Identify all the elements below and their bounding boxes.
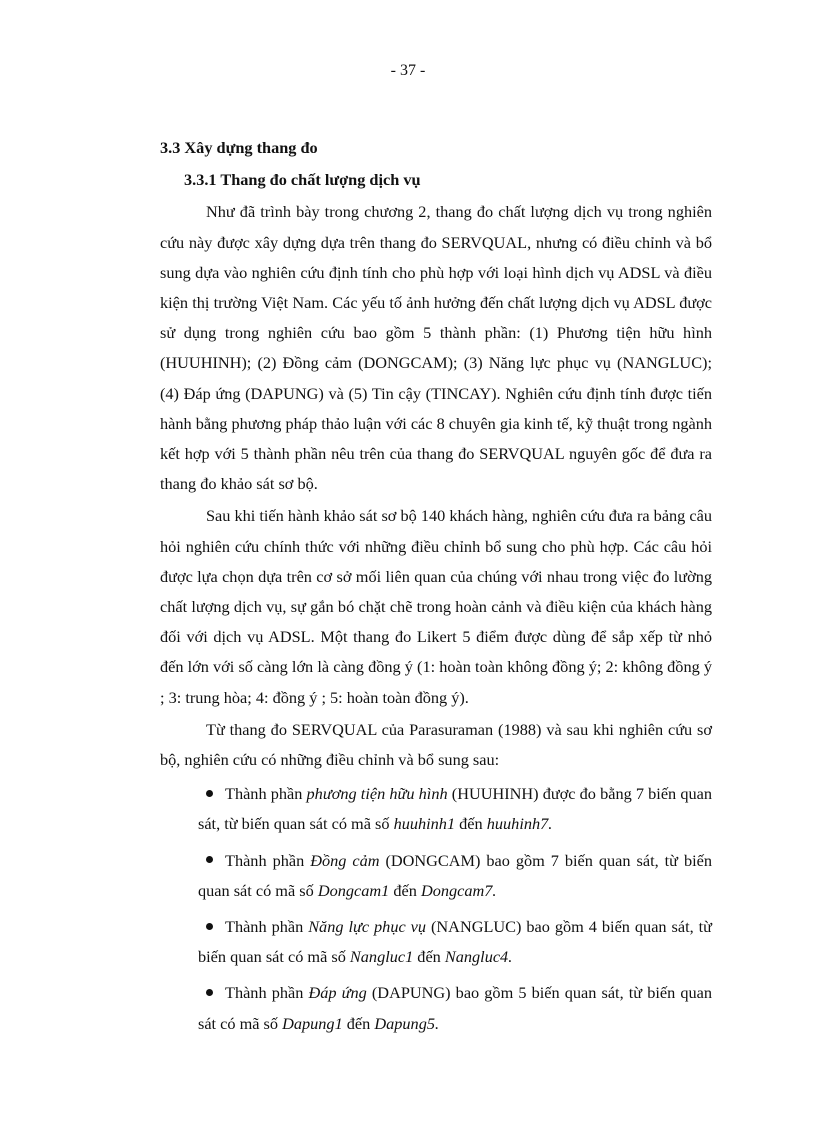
- bullet-list: [160, 779, 712, 1039]
- bullet-text: Thành phần: [225, 983, 309, 1003]
- paragraph: Như đã trình bày trong chương 2, thang đo chất lượng dịch vụ trong nghiên cứu này được xây dựng dựa trên thang đo SERVQUAL, nhưng có điều chỉnh và bổ sung dựa vào nghiên cứu định tính cho phù hợp với loại hình dịch vụ ADSL và điều kiện thị trường Việt Nam. Các yếu tố ảnh hưởng đến chất lượng dịch vụ ADSL được sử dụng trong nghiên cứu bao gồm 5 thành phần: (1) Phương tiện hữu hình (HUUHINH); (2) Đồng cảm (DONGCAM); (3) Năng lực phục vụ (NANGLUC); (4) Đáp ứng (DAPUNG) và (5) Tin cậy (TINCAY). Nghiên cứu định tính được tiến hành bằng phương pháp thảo luận với các 8 chuyên gia kinh tế, kỹ thuật trong ngành kết hợp với 5 thành phần nêu trên của thang đo SERVQUAL nguyên gốc để đưa ra thang đo khảo sát sơ bộ.: [160, 202, 712, 494]
- bullet-code: Dongcam7.: [420, 880, 497, 900]
- bullet-code: Nangluc4.: [444, 947, 513, 967]
- page-number: - 37 -: [390, 62, 426, 79]
- bullet-text: đến: [413, 947, 445, 967]
- bullet-text: (NANGLUC) bao gồm 4 biến quan sát, từ biến quan sát có mã số: [198, 917, 713, 967]
- bullet-code: Dongcam1: [317, 880, 390, 900]
- bullet-text: (DONGCAM) bao gồm 7 biến quan sát, từ biến quan sát có mã số: [198, 850, 712, 900]
- subsection-heading: 3.3.1 Thang đo chất lượng dịch vụ: [184, 170, 421, 190]
- bullet-item: [198, 779, 712, 839]
- bullet-item: [198, 978, 712, 1038]
- bullet-text: đến: [455, 814, 487, 834]
- paragraph: Sau khi tiến hành khảo sát sơ bộ 140 khách hàng, nghiên cứu đưa ra bảng câu hỏi nghiên cứu chính thức với những điều chỉnh bổ sung cho phù hợp. Các câu hỏi được lựa chọn dựa trên cơ sở mối liên quan của chúng với nhau trong việc đo lường chất lượng dịch vụ, sự gắn bó chặt chẽ trong hoàn cảnh và điều kiện của khách hàng đối với dịch vụ ADSL. Một thang đo Likert 5 điểm được dùng để sắp xếp từ nhỏ đến lớn với số càng lớn là càng đồng ý (1: hoàn toàn không đồng ý; 2: không đồng ý ; 3: trung hòa; 4: đồng ý ; 5: hoàn toàn đồng ý).: [160, 506, 712, 707]
- section-heading: 3.3 Xây dựng thang đo: [160, 138, 318, 157]
- bullet-emphasis: Năng lực phục vụ: [308, 917, 427, 937]
- bullet-code: Nangluc1: [349, 947, 414, 967]
- bullet-text: (DAPUNG) bao gồm 5 biến quan sát, từ biến quan sát có mã số: [198, 983, 712, 1033]
- bullet-text: đến: [389, 880, 421, 900]
- paragraph: Từ thang đo SERVQUAL của Parasuraman (1988) và sau khi nghiên cứu sơ bộ, nghiên cứu có những điều chỉnh và bổ sung sau:: [160, 719, 712, 770]
- bullet-emphasis: Đáp ứng: [308, 983, 367, 1003]
- bullet-dot-icon: [206, 989, 213, 996]
- bullet-text: đến: [342, 1013, 375, 1033]
- bullet-text: Thành phần: [225, 917, 309, 937]
- bullet-code: huuhinh1: [393, 814, 456, 834]
- bullet-code: Dapung1: [282, 1013, 343, 1033]
- bullet-text: (HUUHINH) được đo bằng 7 biến quan sát, từ biến quan sát có mã số: [198, 784, 712, 834]
- bullet-item: [198, 912, 712, 972]
- bullet-item: [198, 846, 712, 906]
- bullet-text: Thành phần: [225, 850, 311, 870]
- bullet-dot-icon: [206, 790, 213, 797]
- page-content: [160, 133, 712, 1045]
- bullet-emphasis: Đồng cảm: [310, 850, 380, 870]
- bullet-dot-icon: [206, 923, 213, 930]
- bullet-code: huuhinh7.: [486, 814, 553, 834]
- bullet-code: Dapung5.: [374, 1013, 440, 1033]
- bullet-emphasis: phương tiện hữu hình: [306, 784, 448, 804]
- bullet-text: Thành phần: [225, 784, 307, 804]
- bullet-dot-icon: [206, 856, 213, 863]
